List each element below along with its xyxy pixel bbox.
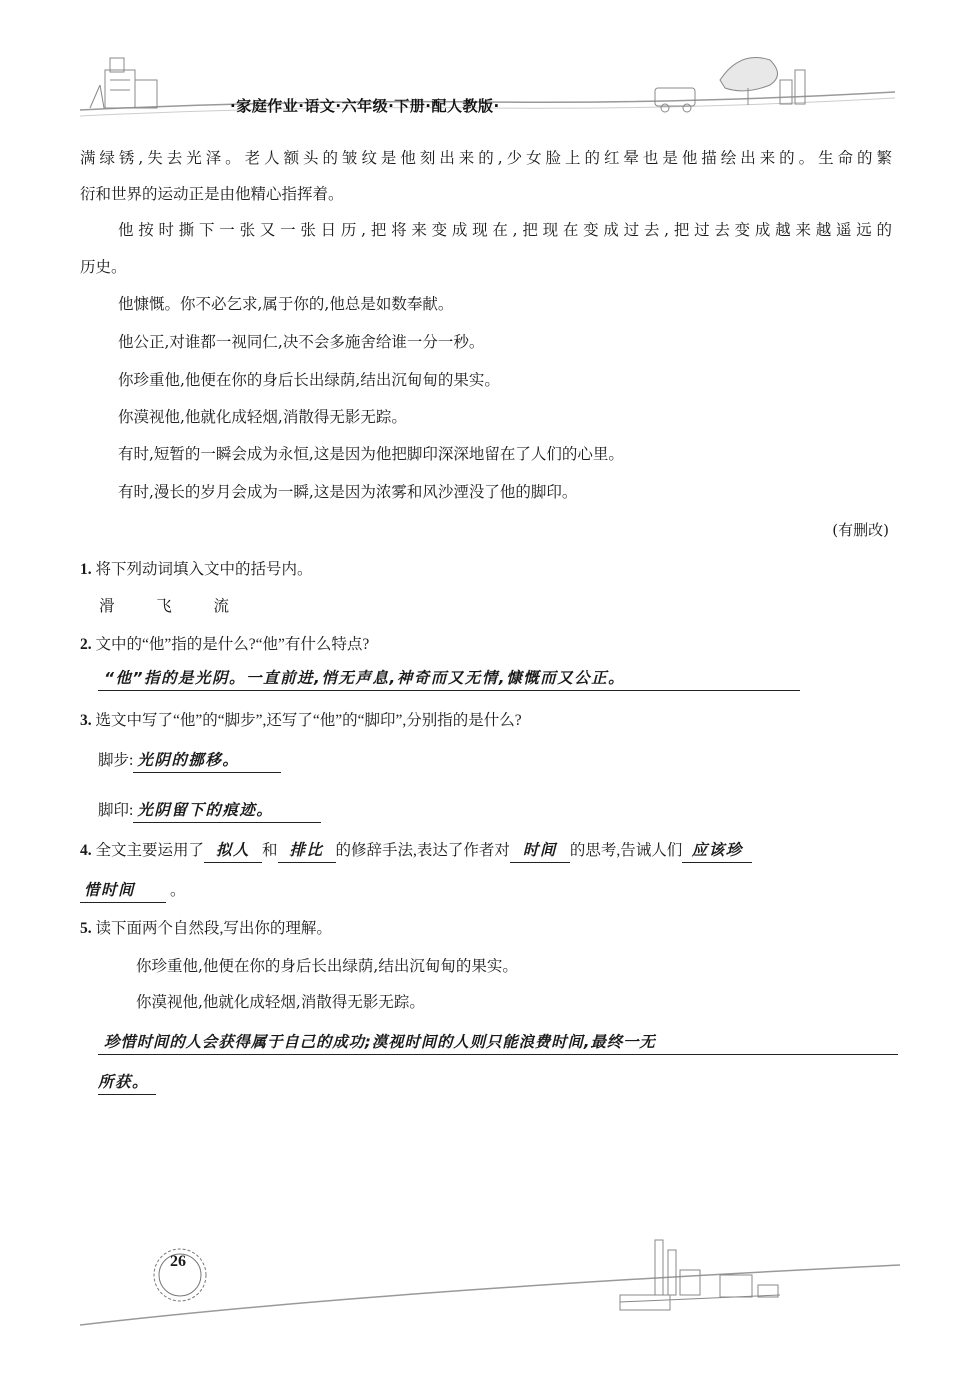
answer-label: 脚印: xyxy=(98,802,134,819)
question-5 xyxy=(80,916,332,938)
answer-blank: 光阴留下的痕迹。 xyxy=(133,798,321,823)
answer-blank: 时间 xyxy=(510,838,570,863)
header-title: ·家庭作业·语文·六年级·下册·配人教版· xyxy=(230,97,500,115)
answer-blank: 排比 xyxy=(278,838,336,863)
quote-1: 你珍重他,他便在你的身后长出绿荫,结出沉甸甸的果实。 xyxy=(136,957,518,975)
question-number: 5. xyxy=(80,920,92,937)
quote-2: 你漠视他,他就化成轻烟,消散得无影无踪。 xyxy=(136,993,425,1011)
question-number: 4. xyxy=(80,842,92,859)
passage-line-5: 他慷慨。你不必乞求,属于你的,他总是如数奉献。 xyxy=(118,295,454,313)
answer-q3-print xyxy=(98,798,321,823)
passage-line-6: 他公正,对谁都一视同仁,决不会多施舍给谁一分一秒。 xyxy=(118,333,485,351)
question-text: 文中的“他”指的是什么?“他”有什么特点? xyxy=(95,636,370,653)
answer-blank: 拟人 xyxy=(204,838,262,863)
answer-q5-line-2: 所获。 xyxy=(98,1070,156,1095)
source-credit: (有删改) xyxy=(832,521,889,539)
passage-line-2: 衍和世界的运动正是由他精心指挥着。 xyxy=(80,185,344,203)
page-number: 26 xyxy=(170,1253,186,1270)
question-number: 2. xyxy=(80,636,92,653)
question-number: 1. xyxy=(80,561,92,578)
header-banner-illustration xyxy=(80,40,900,130)
question-text: 的思考,告诫人们 xyxy=(569,842,683,859)
verb-option: 滑 xyxy=(99,598,115,615)
passage-line-1: 满绿锈,失去光泽。老人额头的皱纹是他刻出来的,少女脸上的红晕也是他描绘出来的。生命的繁 xyxy=(80,149,892,167)
verb-options xyxy=(99,594,229,616)
question-4-cont xyxy=(80,878,186,903)
verb-option: 飞 xyxy=(156,598,172,615)
passage-line-4: 历史。 xyxy=(80,258,127,276)
answer-blank: 应该珍 xyxy=(682,838,752,863)
passage-line-3: 他按时撕下一张又一张日历,把将来变成现在,把现在变成过去,把过去变成越来越遥远的 xyxy=(118,221,892,239)
answer-blank: 光阴的挪移。 xyxy=(133,748,281,773)
answer-blank: 惜时间 xyxy=(80,878,166,903)
passage-line-10: 有时,漫长的岁月会成为一瞬,这是因为浓雾和风沙湮没了他的脚印。 xyxy=(118,483,578,501)
passage-line-9: 有时,短暂的一瞬会成为永恒,这是因为他把脚印深深地留在了人们的心里。 xyxy=(118,445,624,463)
verb-option: 流 xyxy=(213,598,230,615)
question-text: 全文主要运用了 xyxy=(95,842,205,859)
question-1 xyxy=(80,557,313,579)
answer-label: 脚步: xyxy=(98,752,134,769)
answer-q3-step xyxy=(98,748,281,773)
passage-line-7: 你珍重他,他便在你的身后长出绿荫,结出沉甸甸的果实。 xyxy=(118,371,500,389)
question-text: 。 xyxy=(170,882,186,899)
question-text: 读下面两个自然段,写出你的理解。 xyxy=(95,920,332,937)
question-4 xyxy=(80,838,752,863)
passage-line-8: 你漠视他,他就化成轻烟,消散得无影无踪。 xyxy=(118,408,407,426)
question-text: 和 xyxy=(262,842,278,859)
question-3 xyxy=(80,708,522,730)
question-2 xyxy=(80,632,369,654)
question-number: 3. xyxy=(80,712,92,729)
answer-q5-line-1: 珍惜时间的人会获得属于自己的成功;漠视时间的人则只能浪费时间,最终一无 xyxy=(98,1030,898,1055)
question-text: 的修辞手法,表达了作者对 xyxy=(335,842,510,859)
footer-illustration xyxy=(80,1230,900,1330)
question-text: 将下列动词填入文中的括号内。 xyxy=(95,561,313,578)
question-text: 选文中写了“他”的“脚步”,还写了“他”的“脚印”,分别指的是什么? xyxy=(95,712,522,729)
answer-q2: “他”指的是光阴。一直前进,悄无声息,神奇而又无情,慷慨而又公正。 xyxy=(98,666,800,691)
